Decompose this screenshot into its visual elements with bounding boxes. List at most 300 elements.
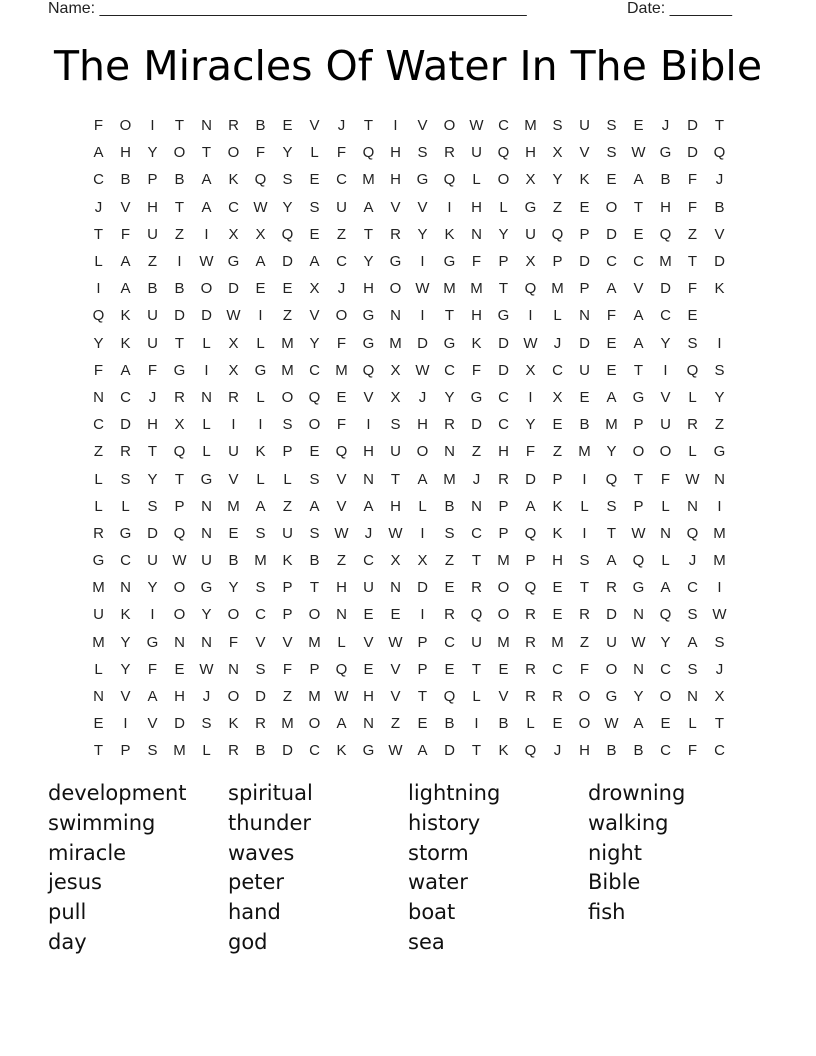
grid-letter: Y bbox=[417, 225, 428, 243]
grid-letter: H bbox=[363, 443, 374, 461]
grid-letter: N bbox=[336, 606, 347, 624]
grid-letter: W bbox=[388, 742, 403, 760]
grid-letter: N bbox=[174, 633, 185, 651]
grid-letter: T bbox=[363, 117, 374, 135]
grid-row bbox=[85, 221, 735, 248]
grid-letter: O bbox=[335, 307, 348, 325]
grid-letter: F bbox=[660, 470, 671, 488]
grid-row bbox=[85, 737, 735, 764]
grid-letter: K bbox=[552, 497, 563, 515]
grid-letter: W bbox=[226, 307, 241, 325]
grid-letter: P bbox=[498, 497, 509, 515]
grid-letter: M bbox=[578, 443, 591, 461]
grid-letter: D bbox=[174, 307, 185, 325]
grid-letter: M bbox=[497, 633, 510, 651]
grid-letter: N bbox=[687, 688, 698, 706]
grid-letter: O bbox=[200, 280, 213, 298]
grid-letter: A bbox=[660, 579, 671, 597]
grid-letter: T bbox=[714, 715, 725, 733]
grid-letter: I bbox=[258, 307, 263, 325]
grid-row bbox=[85, 547, 735, 574]
grid-letter: T bbox=[606, 524, 617, 542]
grid-letter: N bbox=[390, 307, 401, 325]
grid-letter: W bbox=[253, 198, 268, 216]
grid-letter: N bbox=[633, 660, 644, 678]
grid-letter: T bbox=[714, 117, 725, 135]
grid-letter: B bbox=[255, 742, 266, 760]
grid-letter: E bbox=[282, 280, 293, 298]
grid-letter: Z bbox=[174, 225, 185, 243]
grid-letter: O bbox=[227, 144, 240, 162]
word-item: night bbox=[588, 840, 643, 865]
grid-letter: C bbox=[552, 660, 563, 678]
grid-letter: W bbox=[631, 144, 646, 162]
word-item: waves bbox=[228, 840, 295, 865]
grid-letter: G bbox=[362, 307, 375, 325]
grid-letter: L bbox=[337, 633, 346, 651]
grid-letter: G bbox=[389, 253, 402, 271]
grid-row bbox=[85, 302, 735, 329]
grid-letter: O bbox=[227, 606, 240, 624]
grid-letter: B bbox=[444, 715, 455, 733]
grid-letter: B bbox=[255, 117, 266, 135]
grid-letter: O bbox=[632, 443, 645, 461]
grid-letter: O bbox=[227, 688, 240, 706]
grid-row bbox=[85, 139, 735, 166]
grid-letter: K bbox=[471, 334, 482, 352]
grid-letter: W bbox=[388, 524, 403, 542]
grid-letter: V bbox=[417, 117, 428, 135]
grid-letter: Z bbox=[93, 443, 104, 461]
word-item: jesus bbox=[48, 870, 102, 895]
grid-letter: E bbox=[174, 660, 185, 678]
grid-letter: K bbox=[255, 443, 266, 461]
grid-letter: Y bbox=[660, 334, 671, 352]
grid-letter: L bbox=[472, 171, 481, 189]
grid-letter: F bbox=[606, 307, 617, 325]
word-item: miracle bbox=[48, 840, 127, 865]
grid-letter: X bbox=[552, 388, 563, 406]
grid-letter: E bbox=[417, 715, 428, 733]
grid-letter: A bbox=[525, 497, 536, 515]
grid-letter: D bbox=[174, 715, 185, 733]
grid-letter: Y bbox=[120, 660, 131, 678]
grid-letter: F bbox=[255, 144, 266, 162]
grid-letter: M bbox=[173, 742, 186, 760]
grid-letter: R bbox=[174, 388, 185, 406]
grid-letter: N bbox=[201, 633, 212, 651]
grid-letter: Q bbox=[659, 606, 672, 624]
grid-row bbox=[85, 601, 735, 628]
grid-letter: I bbox=[447, 198, 452, 216]
grid-letter: Q bbox=[335, 660, 348, 678]
grid-letter: E bbox=[606, 361, 617, 379]
grid-letter: T bbox=[93, 742, 104, 760]
grid-letter: N bbox=[687, 497, 698, 515]
grid-letter: L bbox=[661, 552, 670, 570]
grid-letter: F bbox=[687, 742, 698, 760]
grid-letter: N bbox=[201, 524, 212, 542]
grid-letter: I bbox=[717, 334, 722, 352]
grid-letter: P bbox=[525, 552, 536, 570]
word-column bbox=[48, 779, 228, 958]
grid-letter: S bbox=[714, 361, 725, 379]
word-item: pull bbox=[48, 900, 87, 925]
grid-letter: Q bbox=[686, 524, 699, 542]
grid-letter: S bbox=[282, 171, 293, 189]
word-item: hand bbox=[228, 900, 281, 925]
grid-letter: L bbox=[94, 660, 103, 678]
grid-letter: U bbox=[606, 633, 617, 651]
grid-letter: B bbox=[498, 715, 509, 733]
grid-letter: T bbox=[390, 470, 401, 488]
grid-letter: P bbox=[417, 633, 428, 651]
grid-letter: W bbox=[631, 633, 646, 651]
grid-letter: Q bbox=[686, 361, 699, 379]
grid-letter: T bbox=[579, 579, 590, 597]
grid-letter: E bbox=[633, 117, 644, 135]
grid-letter: C bbox=[120, 388, 131, 406]
grid-row bbox=[85, 710, 735, 737]
grid-letter: A bbox=[687, 633, 698, 651]
grid-letter: R bbox=[525, 688, 536, 706]
grid-letter: T bbox=[174, 334, 185, 352]
grid-letter: Q bbox=[173, 443, 186, 461]
grid-letter: N bbox=[660, 524, 671, 542]
grid-letter: I bbox=[717, 579, 722, 597]
grid-letter: U bbox=[147, 225, 158, 243]
grid-letter: N bbox=[363, 715, 374, 733]
grid-letter: U bbox=[471, 633, 482, 651]
grid-letter: S bbox=[444, 524, 455, 542]
grid-letter: J bbox=[337, 117, 346, 135]
grid-letter: W bbox=[712, 606, 727, 624]
grid-letter: C bbox=[336, 253, 347, 271]
grid-letter: G bbox=[605, 688, 618, 706]
grid-letter: T bbox=[93, 225, 104, 243]
grid-letter: K bbox=[444, 225, 455, 243]
grid-letter: O bbox=[497, 579, 510, 597]
grid-letter: R bbox=[687, 416, 698, 434]
grid-letter: S bbox=[687, 660, 698, 678]
grid-letter: U bbox=[147, 552, 158, 570]
grid-letter: L bbox=[202, 742, 211, 760]
grid-letter: J bbox=[715, 660, 724, 678]
letter-grid bbox=[85, 112, 735, 765]
word-column bbox=[588, 779, 768, 928]
grid-letter: L bbox=[256, 470, 265, 488]
grid-letter: Q bbox=[524, 742, 537, 760]
grid-row bbox=[85, 112, 735, 139]
grid-row bbox=[85, 520, 735, 547]
grid-letter: J bbox=[418, 388, 427, 406]
word-item: god bbox=[228, 929, 268, 954]
grid-letter: O bbox=[605, 660, 618, 678]
grid-letter: D bbox=[417, 334, 428, 352]
grid-letter: E bbox=[444, 660, 455, 678]
grid-letter: J bbox=[472, 470, 481, 488]
grid-letter: P bbox=[120, 742, 131, 760]
grid-letter: M bbox=[308, 688, 321, 706]
grid-letter: W bbox=[469, 117, 484, 135]
grid-letter: Y bbox=[498, 225, 509, 243]
grid-letter: M bbox=[551, 280, 564, 298]
grid-letter: W bbox=[685, 470, 700, 488]
grid-letter: Q bbox=[524, 579, 537, 597]
grid-letter: F bbox=[147, 361, 158, 379]
grid-letter: F bbox=[687, 198, 698, 216]
grid-letter: I bbox=[420, 606, 425, 624]
grid-letter: Q bbox=[659, 225, 672, 243]
grid-letter: R bbox=[120, 443, 131, 461]
grid-letter: G bbox=[497, 307, 510, 325]
grid-letter: I bbox=[258, 416, 263, 434]
grid-letter: I bbox=[717, 497, 722, 515]
grid-letter: V bbox=[309, 117, 320, 135]
grid-letter: A bbox=[633, 307, 644, 325]
grid-letter: R bbox=[471, 579, 482, 597]
grid-letter: C bbox=[714, 742, 725, 760]
grid-row bbox=[85, 493, 735, 520]
grid-letter: U bbox=[147, 334, 158, 352]
grid-letter: W bbox=[334, 524, 349, 542]
grid-letter: W bbox=[388, 633, 403, 651]
grid-letter: F bbox=[525, 443, 536, 461]
grid-letter: I bbox=[528, 388, 533, 406]
grid-letter: G bbox=[146, 633, 159, 651]
grid-letter: S bbox=[201, 715, 212, 733]
grid-letter: E bbox=[390, 606, 401, 624]
grid-letter: K bbox=[120, 307, 131, 325]
grid-letter: E bbox=[498, 660, 509, 678]
grid-letter: M bbox=[443, 470, 456, 488]
grid-letter: U bbox=[471, 144, 482, 162]
grid-letter: R bbox=[228, 117, 239, 135]
word-item: sea bbox=[408, 929, 445, 954]
grid-letter: P bbox=[552, 253, 563, 271]
grid-letter: T bbox=[471, 660, 482, 678]
grid-letter: D bbox=[579, 253, 590, 271]
grid-letter: Q bbox=[713, 144, 726, 162]
grid-letter: Q bbox=[281, 225, 294, 243]
grid-letter: V bbox=[255, 633, 266, 651]
word-item: drowning bbox=[588, 781, 686, 805]
grid-letter: R bbox=[498, 470, 509, 488]
grid-letter: S bbox=[687, 606, 698, 624]
grid-letter: W bbox=[415, 280, 430, 298]
grid-letter: M bbox=[470, 280, 483, 298]
word-item: storm bbox=[408, 840, 469, 865]
grid-letter: P bbox=[282, 443, 293, 461]
grid-letter: D bbox=[714, 253, 725, 271]
grid-letter: Q bbox=[605, 470, 618, 488]
grid-letter: E bbox=[309, 171, 320, 189]
grid-letter: R bbox=[606, 579, 617, 597]
grid-row bbox=[85, 357, 735, 384]
grid-letter: C bbox=[336, 171, 347, 189]
grid-letter: T bbox=[633, 361, 644, 379]
grid-letter: S bbox=[282, 416, 293, 434]
grid-row bbox=[85, 275, 735, 302]
grid-letter: V bbox=[660, 388, 671, 406]
grid-letter: L bbox=[94, 470, 103, 488]
grid-letter: V bbox=[363, 633, 374, 651]
grid-letter: M bbox=[308, 633, 321, 651]
grid-letter: H bbox=[390, 144, 401, 162]
grid-letter: R bbox=[444, 606, 455, 624]
grid-letter: U bbox=[390, 443, 401, 461]
grid-letter: H bbox=[525, 144, 536, 162]
grid-letter: C bbox=[606, 253, 617, 271]
grid-letter: V bbox=[282, 633, 293, 651]
grid-letter: S bbox=[606, 117, 617, 135]
grid-letter: C bbox=[255, 606, 266, 624]
grid-letter: A bbox=[309, 497, 320, 515]
grid-letter: Y bbox=[93, 334, 104, 352]
grid-letter: C bbox=[660, 660, 671, 678]
grid-letter: E bbox=[579, 388, 590, 406]
grid-letter: D bbox=[255, 688, 266, 706]
grid-letter: G bbox=[227, 253, 240, 271]
grid-letter: M bbox=[362, 171, 375, 189]
grid-letter: Y bbox=[444, 388, 455, 406]
grid-letter: K bbox=[336, 742, 347, 760]
grid-letter: V bbox=[390, 660, 401, 678]
grid-letter: O bbox=[173, 606, 186, 624]
grid-letter: A bbox=[201, 198, 212, 216]
grid-letter: L bbox=[94, 253, 103, 271]
grid-letter: N bbox=[471, 225, 482, 243]
grid-letter: A bbox=[201, 171, 212, 189]
grid-letter: V bbox=[120, 688, 131, 706]
grid-letter: M bbox=[281, 361, 294, 379]
grid-letter: H bbox=[363, 280, 374, 298]
grid-letter: B bbox=[633, 742, 644, 760]
grid-letter: I bbox=[420, 253, 425, 271]
grid-letter: H bbox=[363, 688, 374, 706]
grid-letter: O bbox=[578, 715, 591, 733]
grid-letter: E bbox=[255, 280, 266, 298]
grid-letter: Z bbox=[282, 688, 293, 706]
grid-letter: G bbox=[362, 742, 375, 760]
grid-letter: J bbox=[337, 280, 346, 298]
grid-letter: E bbox=[228, 524, 239, 542]
grid-letter: O bbox=[389, 280, 402, 298]
grid-letter: C bbox=[93, 416, 104, 434]
grid-letter: T bbox=[498, 280, 509, 298]
grid-letter: G bbox=[92, 552, 105, 570]
grid-letter: D bbox=[147, 524, 158, 542]
grid-letter: G bbox=[713, 443, 726, 461]
grid-letter: N bbox=[633, 606, 644, 624]
grid-letter: B bbox=[147, 280, 158, 298]
grid-letter: K bbox=[228, 171, 239, 189]
grid-letter: T bbox=[471, 552, 482, 570]
grid-letter: W bbox=[604, 715, 619, 733]
grid-letter: A bbox=[309, 253, 320, 271]
grid-letter: G bbox=[524, 198, 537, 216]
grid-letter: G bbox=[416, 171, 429, 189]
grid-letter: P bbox=[633, 416, 644, 434]
grid-letter: F bbox=[687, 280, 698, 298]
grid-letter: U bbox=[525, 225, 536, 243]
grid-letter: Z bbox=[147, 253, 158, 271]
grid-letter: D bbox=[471, 416, 482, 434]
grid-letter: N bbox=[201, 388, 212, 406]
word-item: peter bbox=[228, 870, 285, 895]
grid-letter: M bbox=[713, 552, 726, 570]
grid-row bbox=[85, 574, 735, 601]
grid-letter: F bbox=[471, 253, 482, 271]
grid-letter: X bbox=[525, 253, 536, 271]
grid-letter: Z bbox=[687, 225, 698, 243]
grid-letter: D bbox=[660, 280, 671, 298]
grid-letter: U bbox=[228, 443, 239, 461]
grid-letter: O bbox=[173, 579, 186, 597]
grid-letter: M bbox=[551, 633, 564, 651]
word-column bbox=[408, 779, 588, 958]
grid-letter: M bbox=[281, 715, 294, 733]
grid-letter: J bbox=[688, 552, 697, 570]
grid-letter: V bbox=[633, 280, 644, 298]
grid-letter: R bbox=[444, 144, 455, 162]
grid-letter: I bbox=[150, 606, 155, 624]
grid-letter: Y bbox=[309, 334, 320, 352]
grid-letter: U bbox=[201, 552, 212, 570]
grid-letter: X bbox=[174, 416, 185, 434]
grid-letter: R bbox=[552, 688, 563, 706]
grid-letter: M bbox=[92, 633, 105, 651]
grid-letter: Y bbox=[147, 470, 158, 488]
grid-letter: G bbox=[200, 470, 213, 488]
grid-letter: Y bbox=[363, 253, 374, 271]
word-item: history bbox=[408, 810, 481, 835]
grid-letter: O bbox=[119, 117, 132, 135]
grid-row bbox=[85, 465, 735, 492]
grid-letter: I bbox=[582, 470, 587, 488]
grid-letter: L bbox=[688, 715, 697, 733]
grid-letter: B bbox=[309, 552, 320, 570]
grid-letter: H bbox=[660, 198, 671, 216]
grid-letter: C bbox=[363, 552, 374, 570]
grid-letter: T bbox=[174, 117, 185, 135]
grid-letter: Z bbox=[471, 443, 482, 461]
grid-letter: V bbox=[309, 307, 320, 325]
grid-letter: H bbox=[552, 552, 563, 570]
grid-letter: A bbox=[633, 171, 644, 189]
grid-letter: Q bbox=[308, 388, 321, 406]
grid-letter: X bbox=[525, 171, 536, 189]
grid-letter: L bbox=[283, 470, 292, 488]
grid-letter: L bbox=[202, 416, 211, 434]
grid-letter: W bbox=[199, 253, 214, 271]
grid-letter: N bbox=[579, 307, 590, 325]
grid-letter: A bbox=[417, 742, 428, 760]
grid-letter: Y bbox=[282, 198, 293, 216]
grid-letter: Z bbox=[714, 416, 725, 434]
grid-letter: I bbox=[231, 416, 236, 434]
grid-letter: K bbox=[120, 606, 131, 624]
grid-letter: Y bbox=[201, 606, 212, 624]
grid-letter: S bbox=[255, 660, 266, 678]
grid-letter: L bbox=[418, 497, 427, 515]
grid-letter: S bbox=[687, 334, 698, 352]
grid-letter: C bbox=[498, 416, 509, 434]
grid-letter: T bbox=[417, 688, 428, 706]
grid-letter: F bbox=[282, 660, 293, 678]
word-item: lightning bbox=[408, 781, 501, 805]
grid-letter: I bbox=[366, 416, 371, 434]
